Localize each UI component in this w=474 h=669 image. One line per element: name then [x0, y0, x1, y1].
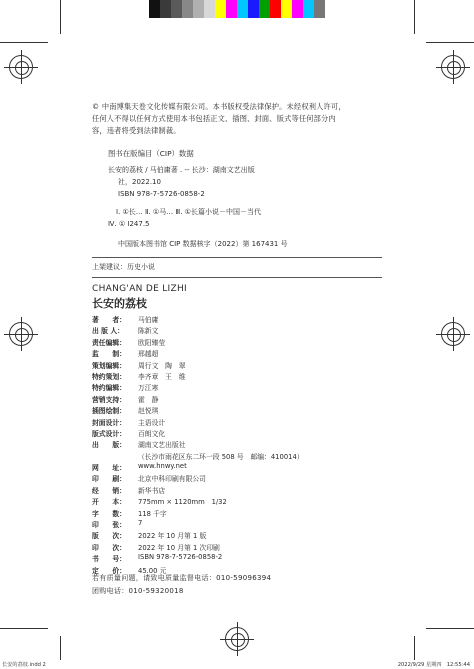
- color-swatch: [303, 0, 314, 18]
- credit-label: 特约策划：: [92, 372, 126, 381]
- cip-number: 中国版本图书馆 CIP 数据核字（2022）第 167431 号: [118, 240, 288, 248]
- registration-mark-bottom-center: [225, 627, 249, 651]
- color-swatch: [259, 0, 270, 18]
- color-swatch: [237, 0, 248, 18]
- credit-value: 马伯庸: [138, 316, 159, 324]
- group-purchase-phone: 团购电话：010-59320018: [92, 587, 184, 595]
- credit-label: 开 本：: [92, 498, 126, 507]
- credit-value: 新华书店: [138, 486, 166, 495]
- copyright-notice: [92, 101, 392, 137]
- color-swatch: [204, 0, 215, 18]
- registration-mark-top-left: [9, 55, 33, 79]
- credit-label: 出 版 人：: [92, 327, 124, 336]
- credit-value: 湖南文艺出版社: [138, 441, 186, 450]
- credit-value: 赵悦琪: [138, 407, 159, 416]
- copyright-line: © 中南博集天卷文化传媒有限公司。本书版权受法律保护。未经权利人许可，: [92, 102, 346, 111]
- credit-label: 监 制：: [92, 350, 126, 359]
- color-swatch: [182, 0, 193, 18]
- registration-mark-mid-left: [9, 322, 33, 346]
- credit-label: 插图绘制：: [92, 407, 126, 416]
- crop-mark: [426, 628, 474, 629]
- credit-label: 印 张：: [92, 521, 126, 530]
- credit-value: 霍 静: [138, 395, 159, 404]
- credit-label: 出 版：: [92, 441, 126, 450]
- credit-value: 2022 年 10 月第 1 次印刷: [138, 543, 220, 552]
- credit-value: 李齐章 王 维: [138, 372, 186, 381]
- credit-label: 版式设计：: [92, 429, 126, 438]
- cip-title: 图书在版编目（CIP）数据: [108, 149, 194, 158]
- credit-value: 陈新文: [138, 327, 159, 336]
- file-slug: 长安的荔枝.indd 2: [2, 662, 46, 668]
- registration-mark-mid-right: [441, 322, 465, 346]
- credit-value: 万江寒: [138, 384, 159, 393]
- color-swatch: [171, 0, 182, 18]
- credit-label: 经 销：: [92, 486, 126, 495]
- printer-color-bar: [149, 0, 325, 18]
- crop-mark: [414, 0, 415, 34]
- color-swatch: [149, 0, 160, 18]
- cip-line: Ⅰ. ①长… Ⅱ. ①马… Ⅲ. ①长篇小说－中国－当代: [116, 208, 261, 216]
- registration-mark-top-right: [441, 55, 465, 79]
- credit-label: 责任编辑：: [92, 338, 126, 347]
- date-slug: 2022/9/29 星期四 12:55:44: [397, 662, 470, 668]
- credit-value: ISBN 978-7-5726-0858-2: [138, 553, 223, 562]
- book-title-pinyin: CHANG'AN DE LIZHI: [92, 284, 187, 294]
- color-swatch: [281, 0, 292, 18]
- credit-value: 邢越超: [138, 350, 159, 359]
- cip-line: Ⅳ. ① I247.5: [108, 220, 150, 228]
- credit-value: 周行文 陶 翠: [138, 361, 186, 370]
- credit-label: 策划编辑：: [92, 361, 126, 370]
- credit-value: （长沙市雨花区东二环一段 508 号 邮编：410014）: [138, 452, 304, 461]
- credit-value: 118 千字: [138, 509, 167, 518]
- credit-label: 特约编辑：: [92, 384, 126, 393]
- credit-label: 营销支持：: [92, 395, 126, 404]
- copyright-line: 容，违者将受到法律制裁。: [92, 126, 181, 135]
- credit-label: 印 次：: [92, 543, 126, 552]
- credit-label: 字 数：: [92, 509, 126, 518]
- credit-label: 网 址：: [92, 464, 126, 473]
- quality-phone: 若有质量问题，请致电质量监督电话：010-59096394: [92, 574, 272, 582]
- credit-label: 著 者：: [92, 316, 126, 324]
- credit-value: 百朗文化: [138, 429, 166, 438]
- crop-mark: [0, 42, 48, 43]
- credit-label: 印 刷：: [92, 475, 126, 484]
- credit-value: 2022 年 10 月第 1 版: [138, 532, 207, 541]
- credit-value: 欧阳臻莹: [138, 338, 166, 347]
- copyright-line: 任何人不得以任何方式使用本书包括正文、插图、封面、版式等任何部分内: [92, 114, 336, 123]
- book-title: 长安的荔枝: [92, 297, 147, 310]
- credit-label: 定 价：: [92, 566, 126, 575]
- credit-value: 主语设计: [138, 418, 166, 427]
- color-swatch: [226, 0, 237, 18]
- crop-mark: [60, 636, 61, 660]
- crop-mark: [60, 0, 61, 34]
- credit-value: 北京中科印刷有限公司: [138, 475, 206, 484]
- credit-label: 版 次：: [92, 532, 126, 541]
- credit-label: 封面设计：: [92, 418, 126, 427]
- color-swatch: [160, 0, 171, 18]
- shelf-recommendation: 上架建议：历史小说: [92, 263, 155, 271]
- color-swatch: [314, 0, 325, 18]
- cip-line: 长安的荔枝 / 马伯庸著 . -- 长沙：湖南文艺出版: [108, 166, 255, 174]
- credit-value: 45.00 元: [138, 566, 167, 575]
- crop-mark: [414, 636, 415, 660]
- color-swatch: [292, 0, 303, 18]
- credit-value: 775mm × 1120mm 1/32: [138, 498, 227, 507]
- color-swatch: [248, 0, 259, 18]
- crop-mark: [0, 628, 48, 629]
- divider: [92, 257, 382, 258]
- divider: [92, 277, 382, 278]
- crop-mark: [426, 42, 474, 43]
- credit-label: 书 号：: [92, 555, 126, 564]
- color-swatch: [193, 0, 204, 18]
- cip-line: ISBN 978-7-5726-0858-2: [118, 190, 205, 198]
- cip-line: 社，2022.10: [118, 178, 161, 186]
- credit-value: www.hnwy.net: [138, 462, 187, 471]
- color-swatch: [270, 0, 281, 18]
- credit-value: 7: [138, 519, 143, 528]
- color-swatch: [215, 0, 226, 18]
